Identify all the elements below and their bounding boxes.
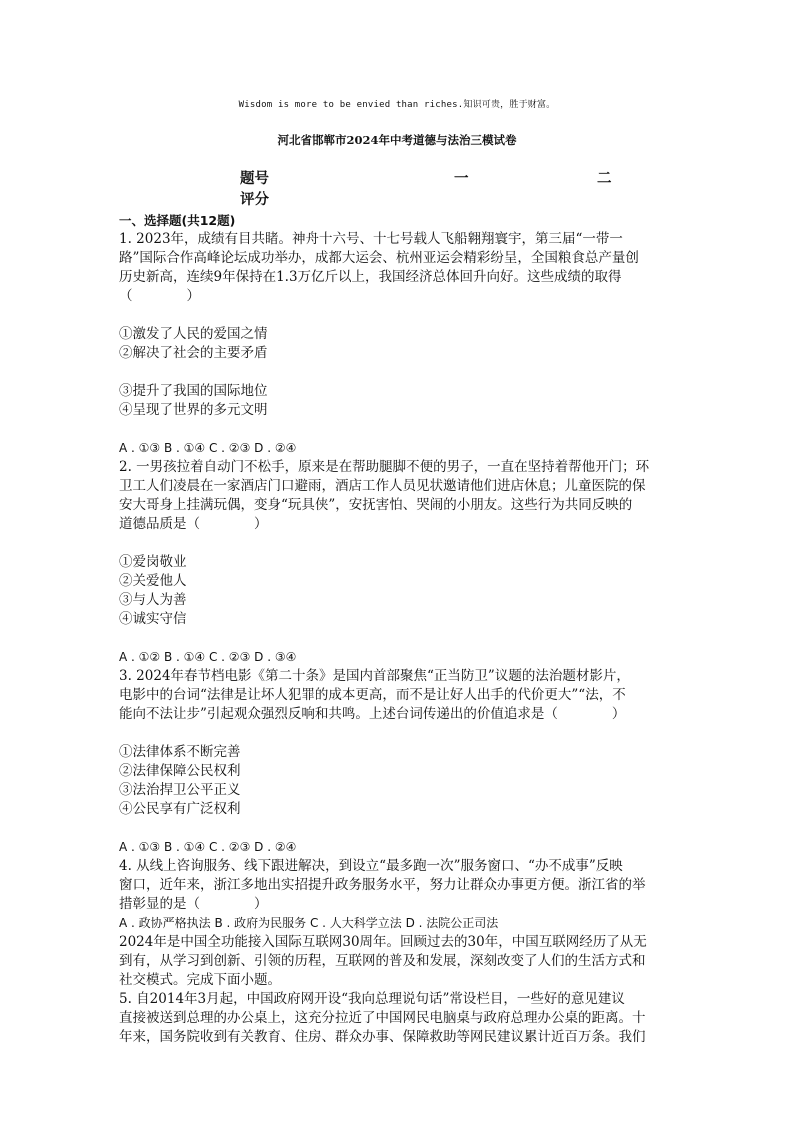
score-row-score — [240, 189, 620, 210]
score-row-label: 题号 — [240, 170, 269, 187]
question-stem-line: 历史新高，连续9年保持在1.3万亿斤以上，我国经济总体回升向好。这些成绩的取得 — [119, 269, 622, 285]
statement-item: ③提升了我国的国际地位 — [119, 383, 268, 399]
material-line: 2024年是中国全功能接入国际互联网30周年。回顾过去的30年，中国互联网经历了从无 — [119, 934, 647, 950]
question-3 — [119, 667, 679, 857]
statement-item: ③法治捍卫公平正义 — [119, 782, 241, 798]
answer-options: A . 政协严格执法 B . 政府为民服务 C . 人大科学立法 D . 法院公正司法 — [119, 916, 499, 930]
page-header-motto: Wisdom is more to be envied than riches.知识可贵，胜于财富。 — [238, 100, 556, 110]
score-table — [240, 168, 620, 210]
question-1 — [119, 230, 679, 458]
question-stem-line: 4. 从线上咨询服务、线下跟进解决，到设立“最多跑一次”服务窗口、“办不成事”反映 — [119, 858, 623, 874]
question-stem-line: 直接被送到总理的办公桌上，这充分拉近了中国网民电脑桌与政府总理办公桌的距离。十 — [119, 1010, 646, 1026]
statement-item: ②关爱他人 — [119, 573, 187, 589]
statement-item: ③与人为善 — [119, 592, 187, 608]
statement-item: ④呈现了世界的多元文明 — [119, 402, 268, 418]
statement-item: ①法律体系不断完善 — [119, 744, 241, 760]
section-title: 一、选择题(共12题) — [119, 213, 236, 228]
material-line: 社交模式。完成下面小题。 — [119, 972, 281, 988]
statement-item: ②解决了社会的主要矛盾 — [119, 345, 268, 361]
exam-title: 河北省邯郸市2024年中考道德与法治三模试卷 — [277, 133, 517, 147]
statement-item: ②法律保障公民权利 — [119, 763, 241, 779]
statement-item: ①爱岗敬业 — [119, 554, 187, 570]
question-stem-line: 1. 2023年，成绩有目共睹。神舟十六号、十七号载人飞船翱翔寰宇，第三届“一带一 — [119, 231, 623, 247]
answer-options: A . ①③ B . ①④ C . ②③ D . ②④ — [119, 840, 297, 854]
answer-options: A . ①③ B . ①④ C . ②③ D . ②④ — [119, 441, 297, 455]
question-5 — [119, 990, 679, 1047]
statement-item: ①激发了人民的爱国之情 — [119, 326, 268, 342]
score-col-1: 一 — [454, 170, 469, 187]
question-stem-line: 5. 自2014年3月起，中国政府网开设“我向总理说句话”常设栏目，一些好的意见建议 — [119, 991, 625, 1007]
question-4 — [119, 857, 679, 933]
question-stem-line: 电影中的台词“法律是让坏人犯罪的成本更高，而不是让好人出手的代价更大”“法，不 — [119, 687, 626, 703]
score-col-2: 二 — [597, 170, 612, 187]
score-row-label: 评分 — [240, 191, 269, 208]
question-stem-line: 能向不法让步”引起观众强烈反响和共鸣。上述台词传递出的价值追求是（ ） — [119, 706, 626, 722]
score-row-question-number — [240, 168, 620, 189]
question-stem-line: 年来，国务院收到有关教育、住房、群众办事、保障救助等网民建议累计近百万条。我们 — [119, 1029, 646, 1045]
question-stem-line: 窗口，近年来，浙江多地出实招提升政务服务水平，努力让群众办事更方便。浙江省的举 — [119, 877, 646, 893]
statement-item: ④诚实守信 — [119, 611, 187, 627]
question-stem-line: 道德品质是（ ） — [119, 516, 268, 532]
question-2 — [119, 458, 679, 667]
statement-item: ④公民享有广泛权利 — [119, 801, 241, 817]
exam-content — [119, 211, 679, 1047]
question-stem-line: 3. 2024年春节档电影《第二十条》是国内首部聚焦“正当防卫”议题的法治题材影片， — [119, 668, 630, 684]
question-stem-line: （ ） — [119, 288, 200, 304]
answer-options: A . ①② B . ①④ C . ②③ D . ③④ — [119, 650, 297, 664]
question-stem-line: 安大哥身上挂满玩偶，变身“玩具侠”，安抚害怕、哭闹的小朋友。这些行为共同反映的 — [119, 497, 633, 513]
material-line: 到有，从学习到创新、引领的历程，互联网的普及和发展，深刻改变了人们的生活方式和 — [119, 953, 646, 969]
reading-material — [119, 933, 679, 990]
question-stem-line: 2. 一男孩拉着自动门不松手，原来是在帮助腿脚不便的男子，一直在坚持着帮他开门；环 — [119, 459, 650, 475]
question-stem-line: 措彰显的是（ ） — [119, 896, 268, 912]
question-stem-line: 卫工人们凌晨在一家酒店门口避雨，酒店工作人员见状邀请他们进店休息；儿童医院的保 — [119, 478, 646, 494]
question-stem-line: 路”国际合作高峰论坛成功举办，成都大运会、杭州亚运会精彩纷呈，全国粮食总产量创 — [119, 250, 639, 266]
